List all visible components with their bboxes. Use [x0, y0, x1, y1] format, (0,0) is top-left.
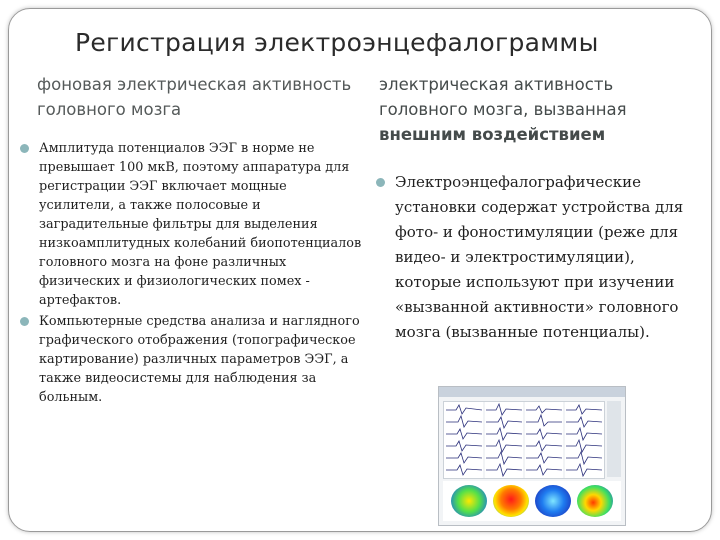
brain-map-icon [577, 485, 613, 517]
left-bullet-text: Компьютерные средства анализа и наглядного графического отображения (топографическое картирование) различных параметров ЭЭГ, а также видеосистемы для наблюдения за больным. [39, 314, 360, 405]
window-toolbar [439, 387, 625, 397]
brain-map-icon [493, 485, 529, 517]
list-item [376, 170, 696, 345]
left-bullet-text: Амплитуда потенциалов ЭЭГ в норме не превышает 100 мкВ, поэтому аппаратура для регистрации ЭЭГ включает мощные усилители, а также полосовые и заградительные фильтры для выделения низкоамплитудных колебаний биопотенциалов головного мозга на фоне различных физических и физиологических помех - артефактов. [39, 141, 362, 308]
eeg-software-screenshot [438, 386, 626, 526]
right-bullet-list [376, 170, 696, 345]
brain-map-icon [451, 485, 487, 517]
right-subtitle-line-3: внешним воздействием [379, 125, 606, 144]
left-column-subtitle: фоновая электрическая активность головного мозга [37, 75, 352, 119]
bullet-dot-icon [20, 317, 29, 326]
right-subtitle-line-1: электрическая активность [379, 75, 614, 94]
right-subtitle-line-2: головного мозга, вызванная [379, 100, 627, 119]
bullet-dot-icon [20, 144, 29, 153]
slide-title: Регистрация электроэнцефалограммы [75, 28, 599, 57]
list-item [20, 139, 365, 310]
right-bullet-text: Электроэнцефалографические установки содержат устройства для фото- и фоностимуляции (реже для видео- и электростимуляции), которые используют при изучении «вызванной активности» головного мозга (вызванные потенциалы). [395, 173, 684, 341]
eeg-waveforms-image [443, 401, 605, 479]
brain-map-icon [535, 485, 571, 517]
bullet-dot-icon [376, 178, 385, 187]
right-column-subtitle [379, 72, 699, 147]
topographic-maps [443, 481, 621, 521]
list-item [20, 312, 365, 407]
left-bullet-list [20, 139, 365, 407]
window-side-panel [607, 401, 621, 477]
